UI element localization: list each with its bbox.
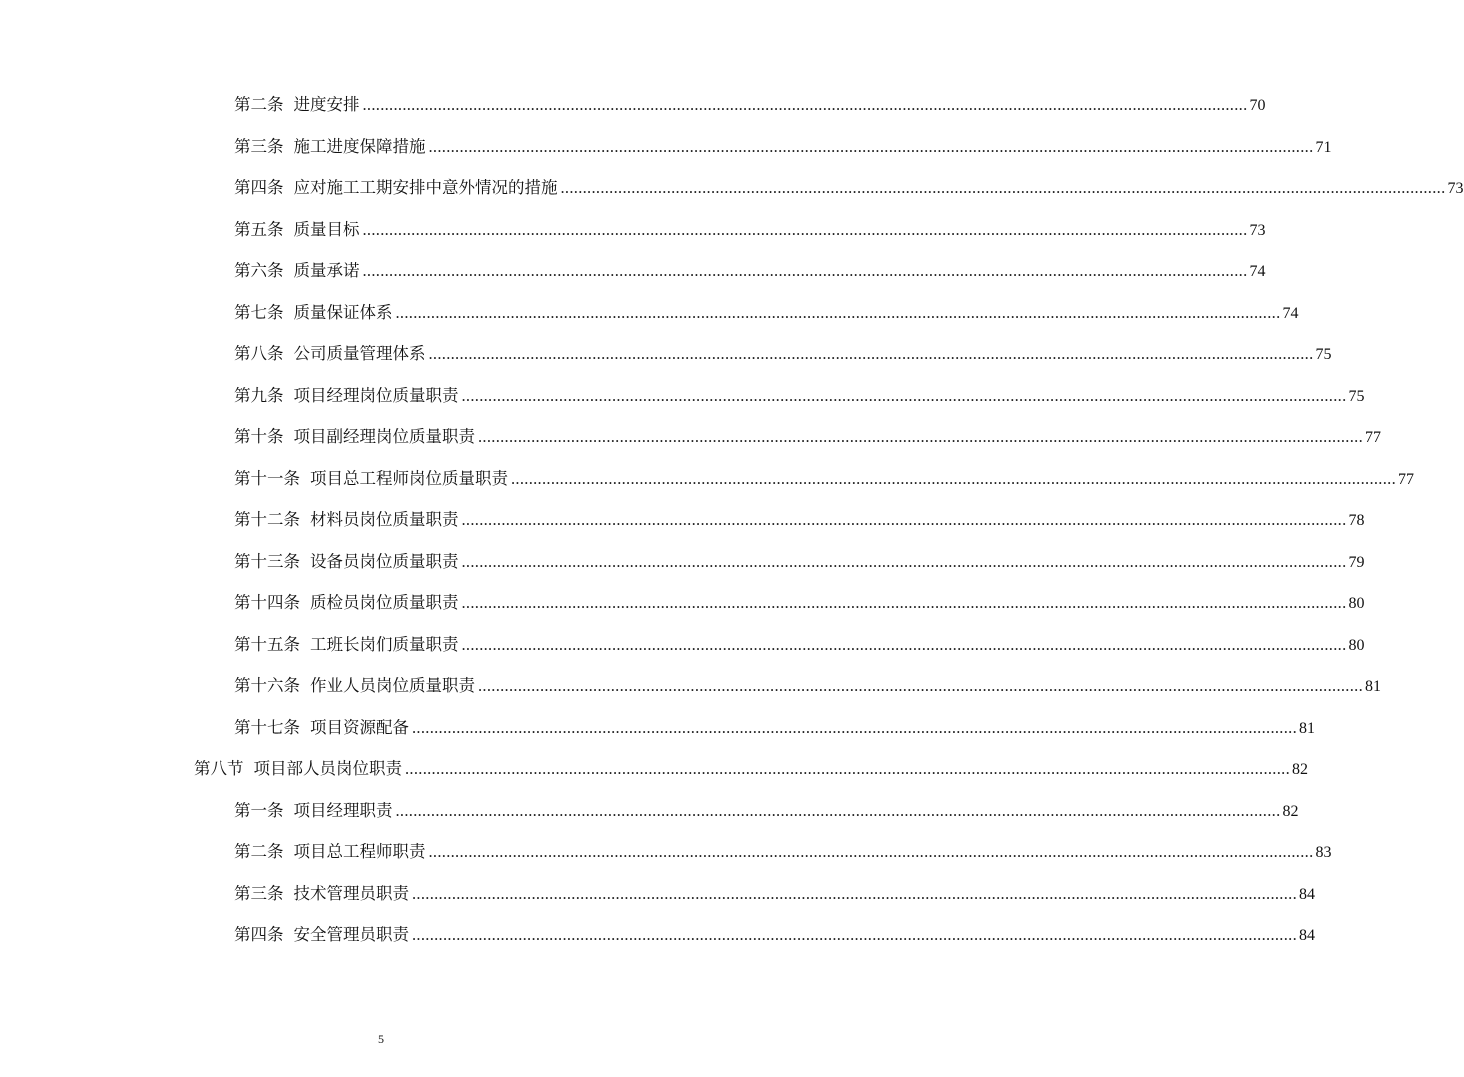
toc-entry-title: 公司质量管理体系 — [293, 344, 426, 363]
toc-entry-number: 第八条 — [234, 344, 284, 363]
toc-entry-page-number: 74 — [1249, 263, 1266, 280]
page-footer-number: 5 — [378, 1032, 384, 1046]
toc-entry-page-number: 75 — [1348, 387, 1365, 405]
toc-leader-dots: ........................................................................................................................................................................................................ — [461, 385, 1347, 405]
toc-entry[interactable] — [234, 630, 1365, 660]
toc-entry-number: 第三条 — [234, 136, 284, 156]
toc-leader-dots: ........................................................................................................................................................................................................ — [362, 261, 1248, 280]
toc-entry-number: 第十五条 — [234, 634, 300, 654]
toc-leader-dots: ........................................................................................................................................................................................................ — [395, 800, 1281, 820]
toc-entry-page-number: 71 — [1315, 138, 1332, 156]
toc-leader-dots: ........................................................................................................................................................................................................ — [405, 759, 1290, 778]
toc-entry-title: 作业人员岗位质量职责 — [310, 676, 475, 695]
toc-entry-title: 项目经理岗位质量职责 — [293, 385, 459, 405]
toc-entry-page-number: 84 — [1299, 885, 1315, 903]
toc-entry-number: 第四条 — [234, 178, 284, 197]
toc-entry-number: 第十一条 — [234, 468, 300, 488]
toc-leader-dots: ........................................................................................................................................................................................................ — [478, 427, 1363, 446]
toc-leader-dots: ........................................................................................................................................................................................................ — [428, 842, 1314, 861]
toc-entry-page-number: 81 — [1365, 678, 1381, 695]
toc-entry-number: 第四条 — [234, 925, 284, 944]
toc-entry-number: 第五条 — [234, 219, 284, 239]
toc-entry[interactable] — [234, 464, 1414, 494]
toc-entry[interactable] — [234, 505, 1365, 535]
toc-leader-dots: ........................................................................................................................................................................................................ — [478, 676, 1363, 695]
toc-leader-dots: ........................................................................................................................................................................................................ — [395, 302, 1281, 322]
toc-entry-number: 第六条 — [234, 261, 284, 280]
toc-entry[interactable] — [234, 547, 1365, 577]
toc-entry[interactable] — [234, 381, 1365, 411]
toc-entry-title: 项目资源配备 — [310, 717, 409, 737]
toc-entry-title: 技术管理员职责 — [293, 883, 409, 903]
toc-entry-page-number: 77 — [1365, 429, 1381, 446]
toc-leader-dots: ........................................................................................................................................................................................................ — [511, 468, 1396, 488]
toc-entry-page-number: 74 — [1282, 304, 1299, 322]
toc-entry-title: 项目总工程师岗位质量职责 — [310, 468, 508, 488]
toc-entry[interactable] — [234, 920, 1315, 950]
toc-entry-page-number: 84 — [1299, 927, 1315, 944]
toc-entry-title: 应对施工工期安排中意外情况的措施 — [293, 178, 558, 197]
toc-entry-number: 第三条 — [234, 883, 284, 903]
toc-entry-title: 质量目标 — [293, 219, 360, 239]
toc-entry[interactable] — [234, 671, 1381, 701]
toc-leader-dots: ........................................................................................................................................................................................................ — [461, 510, 1347, 529]
toc-entry[interactable] — [234, 796, 1299, 826]
toc-entry-title: 项目部人员岗位职责 — [253, 759, 402, 778]
toc-entry-page-number: 75 — [1315, 346, 1332, 363]
toc-entry-title: 项目总工程师职责 — [293, 842, 426, 861]
toc-entry-title: 材料员岗位质量职责 — [310, 510, 459, 529]
toc-leader-dots: ........................................................................................................................................................................................................ — [362, 95, 1248, 114]
toc-entry[interactable] — [234, 256, 1266, 286]
toc-entry[interactable] — [194, 754, 1308, 784]
toc-entry[interactable] — [234, 339, 1332, 369]
toc-entry-title: 工班长岗们质量职责 — [310, 634, 459, 654]
toc-entry-title: 设备员岗位质量职责 — [310, 551, 459, 571]
toc-leader-dots: ........................................................................................................................................................................................................ — [461, 634, 1347, 654]
toc-leader-dots: ........................................................................................................................................................................................................ — [428, 344, 1314, 363]
toc-entry[interactable] — [234, 132, 1332, 162]
toc-entry-number: 第十七条 — [234, 717, 300, 737]
toc-entry-number: 第十六条 — [234, 676, 300, 695]
toc-entry-number: 第八节 — [194, 759, 244, 778]
toc-leader-dots: ........................................................................................................................................................................................................ — [412, 925, 1297, 944]
toc-leader-dots: ........................................................................................................................................................................................................ — [428, 136, 1314, 156]
toc-entry-page-number: 81 — [1299, 719, 1315, 737]
toc-entry-number: 第一条 — [234, 800, 284, 820]
toc-entry-number: 第二条 — [234, 842, 284, 861]
toc-leader-dots: ........................................................................................................................................................................................................ — [362, 219, 1248, 239]
toc-entry[interactable] — [234, 422, 1381, 452]
toc-entry[interactable] — [234, 173, 1464, 203]
toc-entry-number: 第十四条 — [234, 593, 300, 612]
toc-entry-page-number: 79 — [1348, 553, 1365, 571]
toc-entry-number: 第九条 — [234, 385, 284, 405]
toc-entry-number: 第十三条 — [234, 551, 300, 571]
toc-leader-dots: ........................................................................................................................................................................................................ — [412, 717, 1297, 737]
toc-entry-page-number: 80 — [1348, 636, 1365, 654]
toc-entry-number: 第二条 — [234, 95, 284, 114]
toc-entry-page-number: 80 — [1348, 595, 1365, 612]
toc-leader-dots: ........................................................................................................................................................................................................ — [560, 178, 1446, 197]
toc-entry-title: 质量承诺 — [293, 261, 360, 280]
toc-entry[interactable] — [234, 837, 1332, 867]
toc-leader-dots: ........................................................................................................................................................................................................ — [461, 593, 1347, 612]
toc-entry[interactable] — [234, 215, 1266, 245]
toc-entry-page-number: 82 — [1292, 761, 1308, 778]
toc-entry-title: 项目副经理岗位质量职责 — [293, 427, 475, 446]
toc-entry-title: 安全管理员职责 — [293, 925, 409, 944]
toc-entry[interactable] — [234, 90, 1266, 120]
toc-entry-page-number: 83 — [1315, 844, 1332, 861]
toc-entry-title: 质量保证体系 — [293, 302, 393, 322]
toc-entry-title: 施工进度保障措施 — [293, 136, 426, 156]
toc-entry-page-number: 73 — [1447, 180, 1464, 197]
toc-entry[interactable] — [234, 588, 1365, 618]
toc-entry-title: 项目经理职责 — [293, 800, 393, 820]
toc-entry-page-number: 82 — [1282, 802, 1299, 820]
toc-entry-page-number: 77 — [1398, 470, 1414, 488]
toc-entry-title: 进度安排 — [293, 95, 360, 114]
toc-entry-number: 第十二条 — [234, 510, 300, 529]
toc-entry-page-number: 70 — [1249, 97, 1266, 114]
toc-entry[interactable] — [234, 879, 1315, 909]
toc-leader-dots: ........................................................................................................................................................................................................ — [412, 883, 1297, 903]
toc-entry[interactable] — [234, 713, 1315, 743]
toc-leader-dots: ........................................................................................................................................................................................................ — [461, 551, 1347, 571]
toc-entry-number: 第七条 — [234, 302, 284, 322]
toc-entry-title: 质检员岗位质量职责 — [310, 593, 459, 612]
toc-entry-number: 第十条 — [234, 427, 284, 446]
toc-entry-page-number: 73 — [1249, 221, 1266, 239]
toc-entry[interactable] — [234, 298, 1299, 328]
toc-entry-page-number: 78 — [1348, 512, 1365, 529]
